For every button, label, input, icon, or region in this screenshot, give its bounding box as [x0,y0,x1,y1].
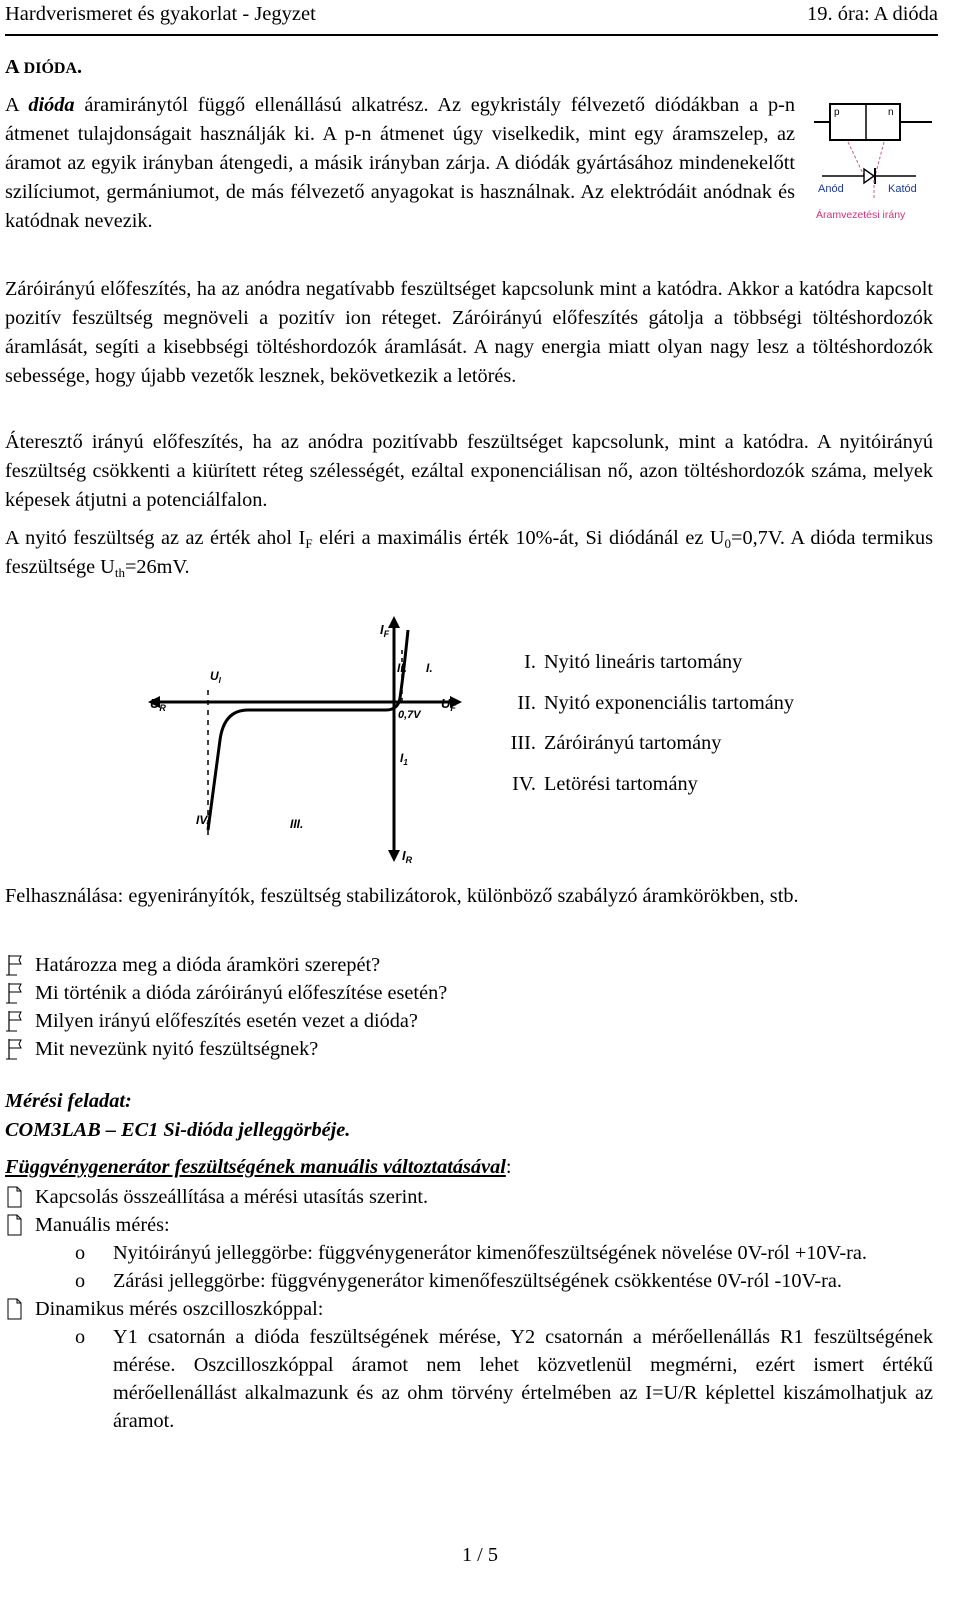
legend-text: Nyitó lineáris tartomány [544,651,743,673]
region-2-label: II. [397,661,408,675]
svg-text:I1 [400,751,408,767]
question-text: Mit nevezünk nyitó feszültségnek? [35,1038,319,1060]
i1-label-sub: 1 [403,758,408,767]
page-number: 1 / 5 [461,1544,499,1566]
ir-label-sub: R [405,855,413,865]
diode-symbol-figure [812,100,934,226]
ur-label-sub: R [159,703,166,713]
step-item [5,1295,933,1323]
svg-text:IR [402,848,413,865]
step-item [5,1183,933,1211]
anode-label: Anód [818,183,844,195]
flag-icon [5,979,35,1007]
fg-heading-colon: : [505,1156,512,1178]
task-title: COM3LAB – EC1 Si-dióda jelleggörbéje. [5,1119,351,1141]
uf-label-sub: F [450,703,456,713]
intro-pre: A [5,94,29,116]
region-3-label: III. [290,817,304,831]
question-item [5,1007,905,1035]
question-list [5,951,905,1063]
question-item [5,951,905,979]
flag-icon [5,1007,35,1035]
step-text: Dinamikus mérés oszcilloszkóppal: [35,1298,324,1320]
step-item [5,1211,933,1239]
legend-item [494,648,814,677]
title-rest: DIÓDA [19,60,77,77]
threshold-b-sub: 0 [724,536,732,551]
threshold-c: =0,7V. A dióda termikus feszültsége U [5,527,933,578]
cathode-label: Katód [888,183,917,195]
n-region-label: n [888,107,894,118]
svg-text:Ul [210,669,222,685]
sub-step-item [5,1239,933,1267]
i1-label: I [400,751,404,765]
sub-step-text: Y1 csatornán a dióda feszültségének mérése, Y2 csatornán a mérőellenállás R1 feszültségének mérése. Oszcilloszkóppal áramot nem lehet közvetlenül megmérni, ezért ismert értékű mérőellenállást alkalmazunk és az ohm törvény értelmében az I=U/R képlettel kiszámolhatjuk az áramot. [113,1326,933,1432]
sub-step-item [5,1323,933,1435]
task-label: Mérési feladat: [5,1090,132,1112]
ul-label: U [210,669,219,683]
legend-text: Nyitó exponenciális tartomány [544,691,795,714]
intro-text: áramiránytól függő ellenállású alkatrész. Az egykristály félvezető diódákban a p-n átmenet tulajdonságait használják ki. A p-n átmenet úgy viselkedik, mint egy áramszelep, az áramot az egyik irányban átengedi, a másik irányban zárja. A diódák gyártásához mindenekelőtt szilíciumot, germániumot, de más félvezető anyagokat is használnak. Az elektródáit anódnak és katódnak nevezik. [5,94,795,232]
question-text: Mi történik a dióda záróirányú előfeszítése esetén? [35,982,448,1004]
page-header [5,0,938,36]
threshold-a-sub: F [305,536,313,551]
legend-number: II. [517,691,536,714]
sub-step-text: Zárási jelleggörbe: függvénygenerátor kimenőfeszültségének csökkentése 0V-ról -10V-ra. [113,1270,842,1292]
region-1-label: I. [426,661,433,675]
intro-term: dióda [28,94,75,116]
diode-triangle-icon [864,169,874,183]
ir-label: I [402,848,406,863]
step-text: Manuális mérés: [35,1214,170,1236]
if-label-sub: F [383,629,390,639]
usage-paragraph: Felhasználása: egyenirányítók, feszültség stabilizátorok, különböző szabályzó áramkörökben, stb. [5,885,799,907]
threshold-b: eléri a maximális érték 10%-át, Si diódánál ez U [312,527,725,549]
threshold-a: A nyitó feszültség az az érték ahol I [5,527,306,549]
sub-bullet: o [75,1270,86,1292]
section-title [5,56,82,79]
function-generator-heading [5,1153,511,1182]
region-legend [494,648,814,798]
step-text: Kapcsolás összeállítása a mérési utasítás szerint. [35,1186,429,1208]
question-item [5,1035,905,1063]
title-first: A [5,56,20,78]
fg-heading-text: Függvénygenerátor feszültségének manuális változtatásával [5,1156,506,1178]
p-region-label: p [834,107,840,118]
legend-number: I. [524,651,536,673]
sub-step-item [5,1267,933,1295]
document-icon [5,1183,35,1211]
question-text: Határozza meg a dióda áramköri szerepét? [35,954,381,976]
task-heading [5,1087,350,1145]
question-text: Milyen irányú előfeszítés esetén vezet a dióda? [35,1010,418,1032]
diode-characteristic-graph [148,610,468,870]
ur-label: U [150,696,160,711]
measurement-steps [5,1183,933,1435]
forward-bias-paragraph: Áteresztő irányú előfeszítés, ha az anódra pozitívabb feszültséget kapcsolunk, mint a katódra. A nyitóirányú feszültség csökkenti a kiürített réteg szélességét, ezáltal exponenciálisan nő, azon töltéshordozók száma, melyek képesek átjutni a potenciálfalon. [5,431,933,511]
question-item [5,979,905,1007]
legend-number: IV. [512,772,536,795]
sub-step-text: Nyitóirányú jelleggörbe: függvénygenerátor kimenőfeszültségének növelése 0V-ról +10V-ra. [113,1242,867,1264]
reverse-bias-paragraph: Záróirányú előfeszítés, ha az anódra negatívabb feszültséget kapcsolunk mint a katódra. Akkor a katódra kapcsolt pozitív feszültség megnöveli a pozitív ion réteget. Záróirányú előfeszítés gátolja a többségi töltéshordozók áramlását, segíti a kisebbségi töltéshordozók áramlását. A nagy energia miatt olyan nagy lesz a töltéshordozók sebessége, hogy újabb vezetők lesznek, bekövetkezik a letörés. [5,278,933,387]
threshold-voltage-label: 0,7V [398,709,421,721]
ul-label-sub: l [218,676,221,685]
legend-item [494,689,814,718]
uf-label: U [441,696,451,711]
document-icon [5,1295,35,1323]
legend-text: Letörési tartomány [544,772,698,795]
header-left: Hardverismeret és gyakorlat - Jegyzet [5,3,316,25]
flag-icon [5,1035,35,1063]
legend-number: III. [510,732,536,754]
legend-item [494,729,814,758]
flag-icon [5,951,35,979]
intro-paragraph [5,91,795,236]
region-4-label: IV. [196,813,210,827]
document-icon [5,1211,35,1239]
threshold-d: =26mV. [124,556,190,578]
if-label: I [380,622,384,637]
svg-text:IF [380,622,390,639]
threshold-c-sub: th [114,565,125,580]
sub-bullet: o [75,1326,86,1348]
legend-item [494,770,814,799]
threshold-paragraph [5,524,933,582]
header-right: 19. óra: A dióda [807,3,938,25]
characteristic-curve [208,630,408,830]
current-direction-label: Áramvezetési irány [816,209,906,221]
sub-bullet: o [75,1242,86,1264]
svg-text:UR [150,696,166,713]
title-dot: . [77,56,83,78]
legend-text: Záróirányú tartomány [544,732,722,754]
